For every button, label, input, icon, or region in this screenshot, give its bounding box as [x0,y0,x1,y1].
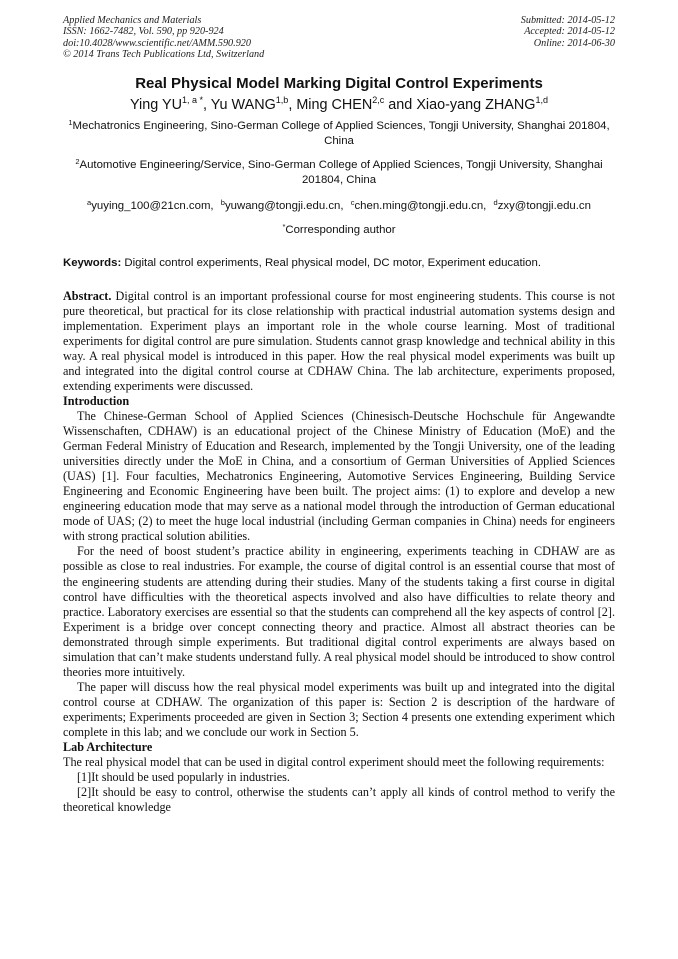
corresponding-author: *Corresponding author [282,221,396,236]
email: $^b$yuwang@tongji.edu.cn, [220,197,344,212]
email: $^a$yuying_100@21cn.com, [87,197,214,212]
journal-header [63,15,615,61]
affiliation-1: $^1$Mechatronics Engineering, Sino-German College of Applied Sciences, Tongji University, Shanghai 201804, China [68,117,610,147]
paper-title: Real Physical Model Marking Digital Control Experiments [135,74,543,92]
date-submitted: Submitted: 2014-05-12 [520,15,615,26]
intro-paragraph-3: The paper will discuss how the real physical model experiments was built up and integrated into the digital control course at CDHAW. The organization of this paper is: Section 2 is description of the hardware of experiments; Experiments proceeded are given in Section 3; Section 4 presents one extending experiment which complete in this lab; and we conclude our work in Section 5. [63,679,615,739]
journal-copyright: © 2014 Trans Tech Publications Ltd, Switzerland [63,49,265,61]
abstract [63,289,615,394]
journal-issn: ISSN: 1662-7482, Vol. 590, pp 920-924 [63,26,224,38]
abstract-text: Digital control is an important professional course for most engineering students. This course is not pure theoretical, but practical for its close relationship with practical industrial automation systems design and implementation. Experiment plays an important role in the whole course learning. Most of traditional experiments for digital control are pure simulation. Students cannot grasp knowledge and technical ability in this way. A real physical model is introduced in this paper. How the real physical model experiments was built up and integrated into the digital control course at CDHAW China. The lab architecture, experiments proposed, extending experiments were discussed. [63,288,616,393]
keywords-text: Digital control experiments, Real physical model, DC motor, Experiment education. [124,256,541,269]
keywords [63,256,615,271]
author-list [63,95,615,115]
affiliation-2: $^2$Automotive Engineering/Service, Sino-German College of Applied Sciences, Tongji University, Shanghai 201804, China [75,156,603,186]
section-heading-introduction: Introduction [63,393,130,408]
requirement-item: [2]It should be easy to control, otherwise the students can’t apply all kinds of control method to verify the theoretical knowledge [63,785,615,815]
date-accepted: Accepted: 2014-05-12 [524,26,615,38]
author: Yu WANG$^{1,b}$, [210,94,297,113]
email: $^c$chen.ming@tongji.edu.cn, [350,197,487,212]
author: Ming CHEN$^{2,c}$ and [296,94,417,113]
email-list [63,199,615,214]
date-online: Online: 2014-06-30 [533,37,615,49]
lab-architecture-intro: The real physical model that can be used in digital control experiment should meet the following requirements: [63,755,605,770]
abstract-label: Abstract. [63,288,112,303]
author: Xiao-yang ZHANG$^{1,d}$ [416,94,548,113]
journal-info [63,15,264,61]
intro-paragraph-2: For the need of boost student’s practice ability in engineering, experiments teaching in CDHAW are as possible as close to real industries. For example, the course of digital control is an essential course that most of the engineering students are attending during their studies. Many of the students taking a first course in digital control have difficulties with the theoretical aspects involved and also have difficulties to relate theory and practice. Laboratory exercises are essential so that the students can comprehend all the key aspects of control [2]. Experiment is a bridge over concept connecting theory and practice. Almost all abstract theories can be demonstrated through simple experiments. But traditional digital control experiments are always based on simulation that can’t make students understand fully. A real physical model should be introduced to show control theories more intuitively. [63,544,615,679]
author: Ying $YU^{1, a *}$, [129,94,211,113]
intro-paragraph-1: The Chinese-German School of Applied Sciences (Chinesisch-Deutsche Hochschule für Angewandte Wissenschaften, CDHAW) is an educational project of the Chinese Ministry of Education (MoE) and the German Federal Ministry of Education and Research, implemented by the Tongji University, one of the leading universities directly under the MoE in China, and a consortium of German Universities of Applied Sciences (UAS) [1]. Four faculties, Mechatronics Engineering, Automotive Services Engineering, Building Service Engineering and Economic Engineering have been built. The project aims: (1) to explore and develop a new engineering education mode that may serve as a national model through the introduction of German educational mode of UAS; (2) to meet the huge local industrial (including German companies in China) needs for engineers with strong practical solution abilities. [63,409,615,544]
paper-page [63,15,615,815]
journal-doi: doi:10.4028/www.scientific.net/AMM.590.920 [63,37,251,49]
section-heading-lab-architecture: Lab Architecture [63,740,153,755]
keywords-label: Keywords: [63,256,122,269]
journal-name: Applied Mechanics and Materials [63,15,202,26]
requirement-item: [1]It should be used popularly in industries. [77,770,290,785]
email: $^d$zxy@tongji.edu.cn [493,197,591,212]
publication-dates [521,15,615,61]
